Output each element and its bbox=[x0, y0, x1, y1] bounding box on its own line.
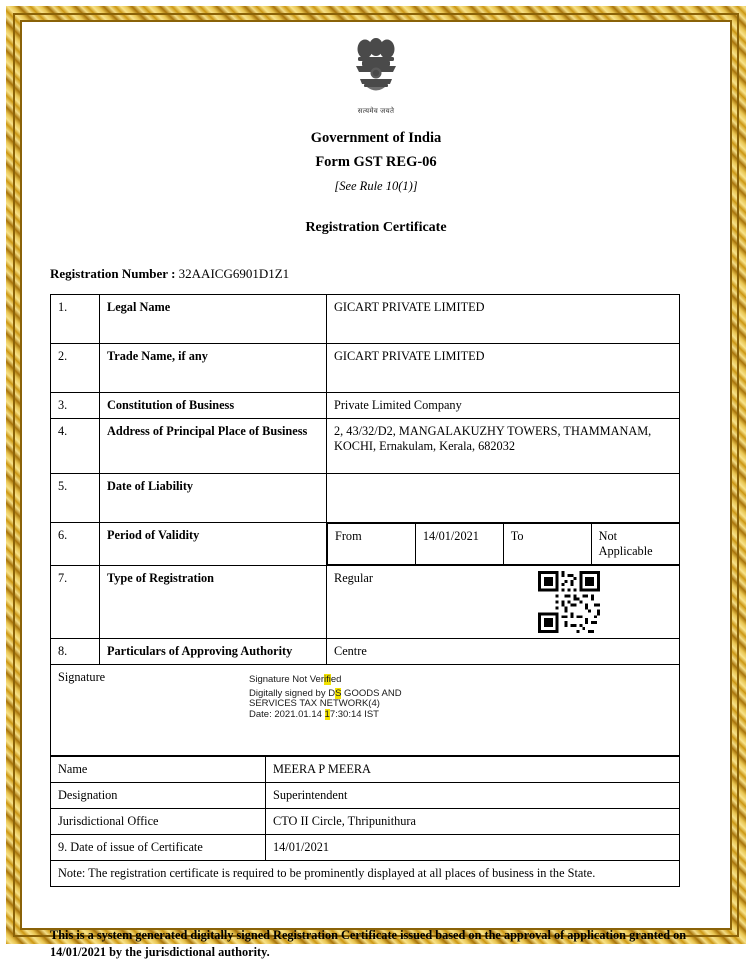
note-text: Note: The registration certificate is required to be prominently displayed at all places of business in the State. bbox=[51, 861, 680, 887]
table-row bbox=[51, 344, 680, 393]
row-label: Type of Registration bbox=[100, 566, 327, 639]
table-row-validity bbox=[51, 523, 680, 566]
authority-label: Jurisdictional Office bbox=[51, 809, 266, 835]
row-number: 7. bbox=[51, 566, 100, 639]
certificate-content bbox=[28, 24, 724, 959]
table-row-registration-type bbox=[51, 566, 680, 639]
table-row bbox=[51, 809, 680, 835]
row-number: 2. bbox=[51, 344, 100, 393]
table-row bbox=[51, 419, 680, 474]
validity-to-label: To bbox=[503, 524, 591, 565]
row-label: Constitution of Business bbox=[100, 393, 327, 419]
row-label: Period of Validity bbox=[100, 523, 327, 566]
signature-label: Signature bbox=[58, 670, 106, 684]
row-number: 8. bbox=[51, 639, 100, 665]
details-table bbox=[50, 294, 680, 756]
page-title: Registration Certificate bbox=[305, 220, 447, 235]
row-value: Private Limited Company bbox=[327, 393, 680, 419]
registration-number-value: 32AAICG6901D1Z1 bbox=[178, 266, 290, 281]
table-row bbox=[51, 393, 680, 419]
india-state-emblem-icon bbox=[344, 30, 408, 104]
signature-status: Signature Not Verified bbox=[249, 674, 342, 685]
authority-table bbox=[50, 756, 680, 887]
registration-number bbox=[50, 266, 724, 282]
row-number: 5. bbox=[51, 474, 100, 523]
signature-cell bbox=[51, 665, 680, 756]
note-row bbox=[51, 861, 680, 887]
form-heading: Form GST REG-06 bbox=[315, 154, 437, 170]
footer-text: This is a system generated digitally signed Registration Certificate issued based on the approval of application granted on 14/01/2021 by the jurisdictional authority. bbox=[50, 928, 687, 959]
government-heading: Government of India bbox=[310, 130, 442, 146]
validity-cell bbox=[327, 523, 680, 566]
row-value: Centre bbox=[327, 639, 680, 665]
authority-value: CTO II Circle, Thripunithura bbox=[266, 809, 680, 835]
row-value: 2, 43/32/D2, MANGALAKUZHY TOWERS, THAMMANAM, KOCHI, Ernakulam, Kerala, 682032 bbox=[327, 419, 680, 474]
row-label: Address of Principal Place of Business bbox=[100, 419, 327, 474]
signature-line-1: Digitally signed by DS GOODS AND bbox=[249, 687, 402, 699]
authority-label: Name bbox=[51, 757, 266, 783]
row-number: 6. bbox=[51, 523, 100, 566]
emblem-block bbox=[28, 24, 724, 116]
table-row bbox=[51, 639, 680, 665]
authority-value: MEERA P MEERA bbox=[266, 757, 680, 783]
authority-label: 9. Date of issue of Certificate bbox=[51, 835, 266, 861]
signature-line-2: SERVICES TAX NETWORK(4) bbox=[249, 698, 380, 709]
signature-row bbox=[51, 665, 680, 756]
signature-line-3: Date: 2021.01.14 17:30:14 IST bbox=[249, 708, 379, 720]
validity-from-value: 14/01/2021 bbox=[415, 524, 503, 565]
table-row bbox=[51, 835, 680, 861]
authority-label: Designation bbox=[51, 783, 266, 809]
row-value bbox=[327, 474, 680, 523]
table-row bbox=[51, 783, 680, 809]
row-value: GICART PRIVATE LIMITED bbox=[327, 295, 680, 344]
row-value: GICART PRIVATE LIMITED bbox=[327, 344, 680, 393]
row-label: Date of Liability bbox=[100, 474, 327, 523]
authority-value: 14/01/2021 bbox=[266, 835, 680, 861]
row-number: 1. bbox=[51, 295, 100, 344]
row-label: Particulars of Approving Authority bbox=[100, 639, 327, 665]
validity-to-value: Not Applicable bbox=[591, 524, 679, 565]
validity-from-label: From bbox=[328, 524, 416, 565]
row-number: 4. bbox=[51, 419, 100, 474]
table-row bbox=[51, 295, 680, 344]
row-value: Regular bbox=[334, 571, 373, 585]
emblem-motto: सत्यमेव जयते bbox=[357, 107, 395, 115]
row-label: Trade Name, if any bbox=[100, 344, 327, 393]
registration-number-label: Registration Number : bbox=[50, 266, 176, 281]
row-label: Legal Name bbox=[100, 295, 327, 344]
digital-signature-stamp bbox=[249, 675, 402, 720]
table-row bbox=[51, 474, 680, 523]
rule-reference: [See Rule 10(1)] bbox=[334, 179, 418, 193]
row-number: 3. bbox=[51, 393, 100, 419]
qr-code bbox=[538, 571, 600, 633]
authority-value: Superintendent bbox=[266, 783, 680, 809]
table-row bbox=[51, 757, 680, 783]
